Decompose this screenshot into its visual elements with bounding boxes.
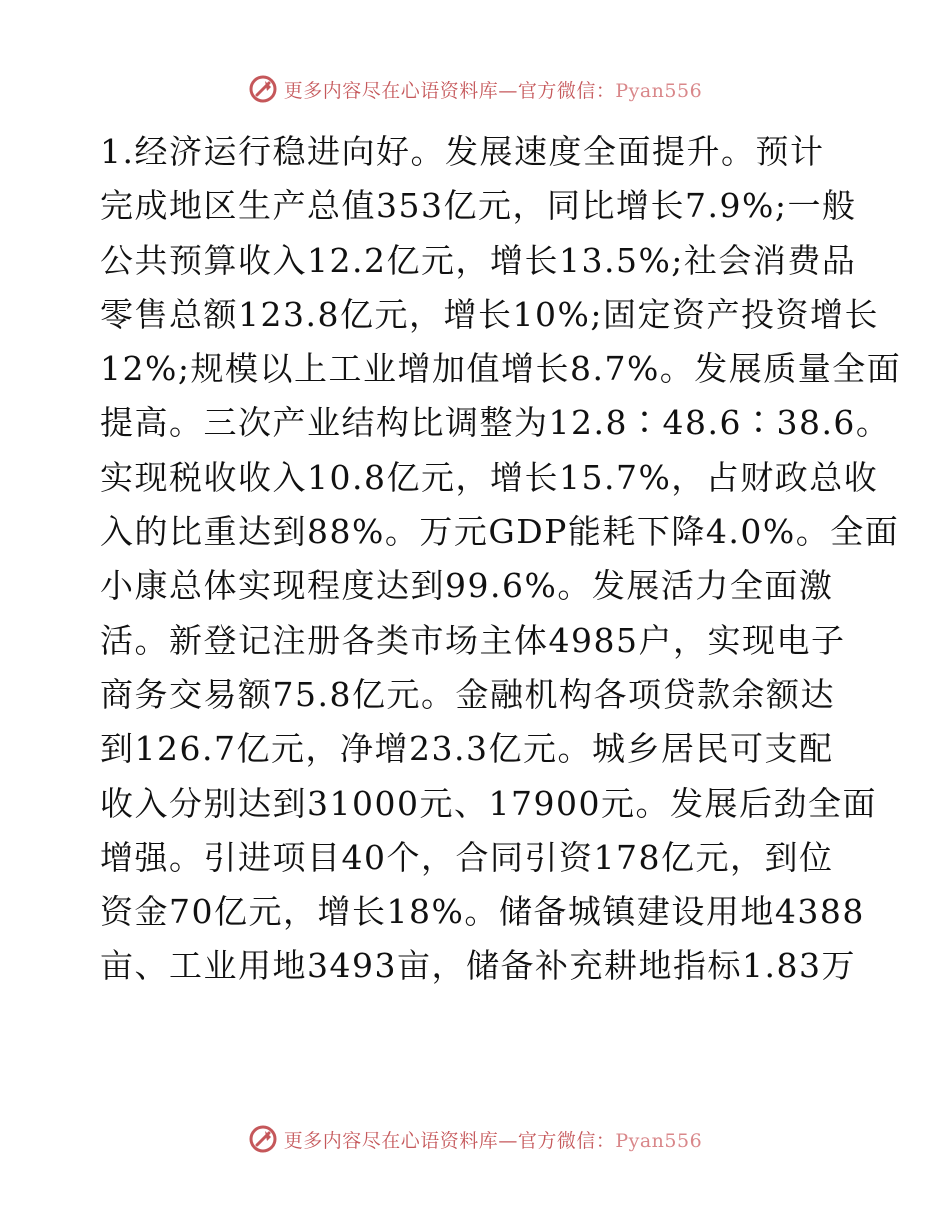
header-watermark [0,72,950,106]
watermark-separator: — [498,79,518,102]
footer-watermark [0,1122,950,1156]
text-line: 入的比重达到88%。万元GDP能耗下降4.0%。全面 [100,512,900,552]
text-line: 增强。引进项目40个，合同引资178亿元，到位 [100,837,834,877]
text-line: 亩、工业用地3493亩，储备补充耕地指标1.83万 [100,946,856,986]
text-line: 资金70亿元，增长18%。储备城镇建设用地4388 [100,892,865,932]
text-line: 完成地区生产总值353亿元，同比增长7.9%;一般 [100,186,857,226]
text-line: 公共预算收入12.2亿元，增长13.5%;社会消费品 [100,240,857,280]
watermark-text [284,76,702,103]
brand-logo-icon [248,74,278,104]
document-body [100,125,902,994]
watermark-wechat-id: Pyan556 [615,1129,703,1152]
text-line: 商务交易额75.8亿元。金融机构各项贷款余额达 [100,674,835,714]
text-line: 提高。三次产业结构比调整为12.8∶48.6∶38.6。 [100,403,891,443]
text-line: 到126.7亿元，净增23.3亿元。城乡居民可支配 [100,729,834,769]
text-line: 活。新登记注册各类市场主体4985户，实现电子 [100,620,846,660]
watermark-separator: — [498,1129,518,1152]
text-line: 1.经济运行稳进向好。发展速度全面提升。预计 [100,132,825,171]
watermark-brand: 更多内容尽在心语资料库 [283,1129,499,1152]
watermark-wechat-label: 官方微信： [517,79,616,102]
watermark-wechat-label: 官方微信： [517,1129,616,1152]
text-line: 小康总体实现程度达到99.6%。发展活力全面激 [100,566,834,606]
watermark-brand: 更多内容尽在心语资料库 [283,79,499,102]
text-line: 实现税收收入10.8亿元，增长15.7%，占财政总收 [100,457,879,497]
text-line: 12%;规模以上工业增加值增长8.7%。发展质量全面 [100,349,902,389]
brand-logo-icon [248,1124,278,1154]
text-line: 收入分别达到31000元、17900元。发展后劲全面 [100,783,877,823]
watermark-text [284,1126,702,1153]
text-line: 零售总额123.8亿元，增长10%;固定资产投资增长 [100,294,879,334]
watermark-wechat-id: Pyan556 [615,79,703,102]
